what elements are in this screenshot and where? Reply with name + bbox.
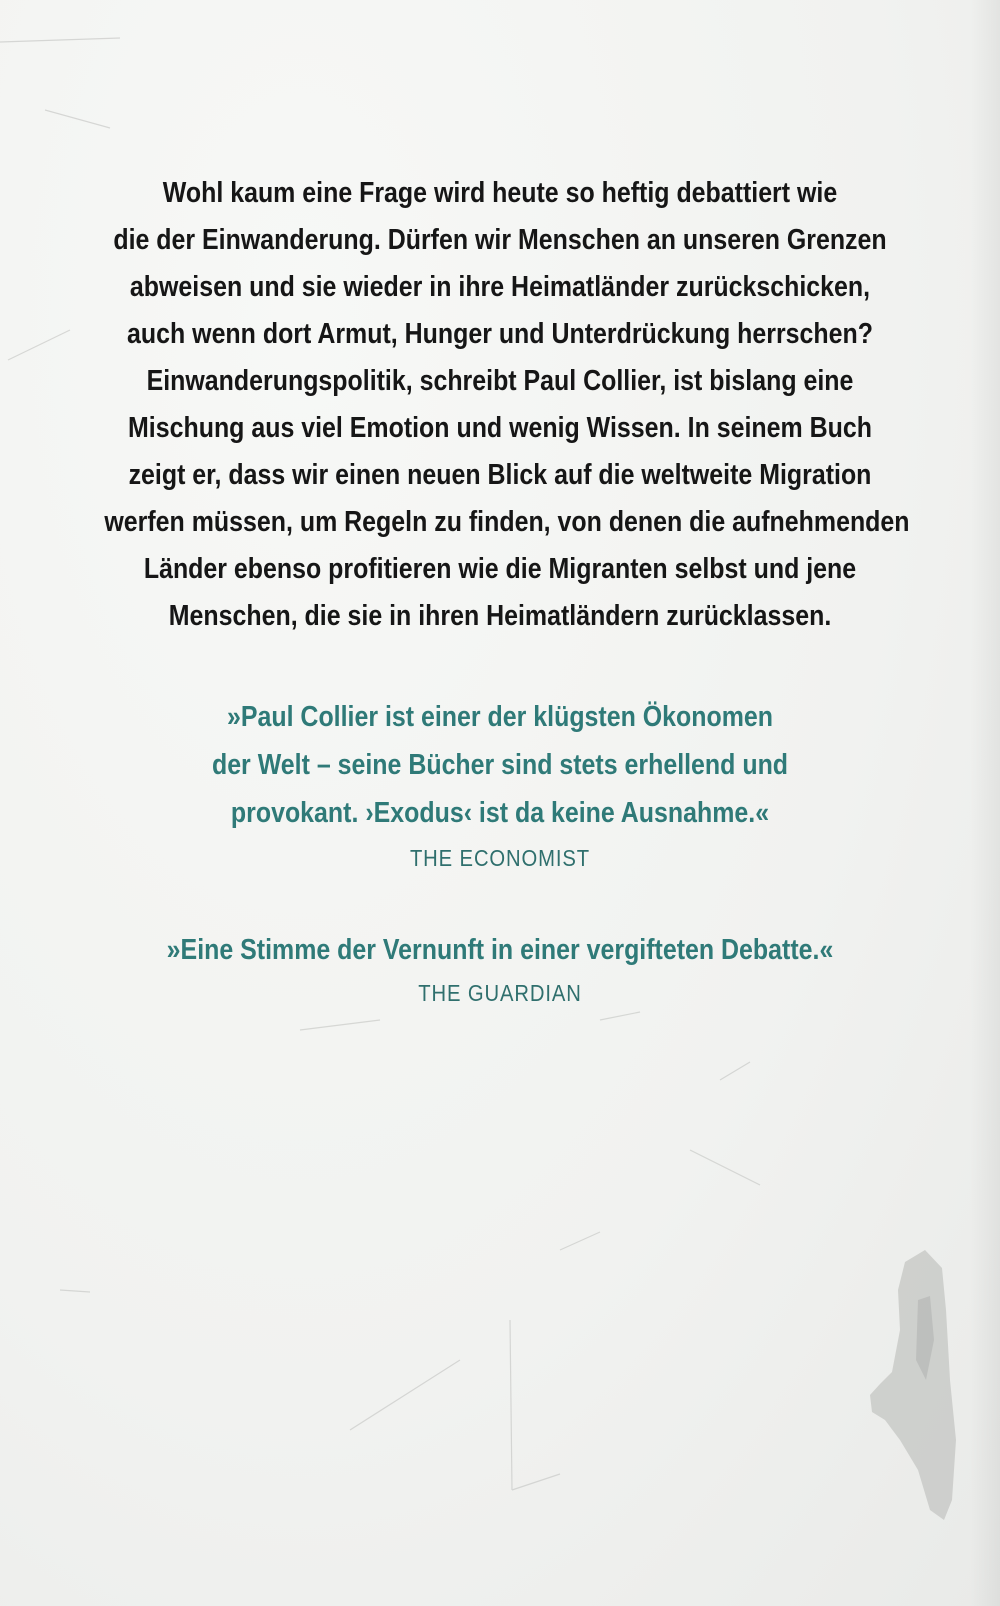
quote-line: »Paul Collier ist einer der klügsten Ökonomen [226,701,774,733]
review-quote-economist [104,693,895,837]
blurb-line: abweisen und sie wieder in ihre Heimatländer zurückschicken, [129,271,871,303]
blurb-line: die der Einwanderung. Dürfen wir Menschen an unseren Grenzen [113,224,887,256]
quote-source-guardian: THE GUARDIAN [418,980,582,1006]
blurb-line: werfen müssen, um Regeln zu finden, von denen die aufnehmenden [104,506,910,538]
blurb-line: zeigt er, dass wir einen neuen Blick auf die weltweite Migration [128,459,872,491]
blurb-line: Mischung aus viel Emotion und wenig Wissen. In seinem Buch [128,412,872,444]
blurb-line: Länder ebenso profitieren wie die Migranten selbst und jene [143,553,857,585]
quote-line: der Welt – seine Bücher sind stets erhellend und [211,749,789,781]
blurb-line: Einwanderungspolitik, schreibt Paul Collier, ist bislang eine [146,365,854,397]
quote-line: provokant. ›Exodus‹ ist da keine Ausnahme.« [230,797,770,829]
review-quote-guardian [104,926,895,974]
quote-line: »Eine Stimme der Vernunft in einer vergifteten Debatte.« [166,934,834,966]
quote-source-economist: THE ECONOMIST [409,845,591,871]
blurb-line: Wohl kaum eine Frage wird heute so heftig debattiert wie [162,177,838,209]
blurb-text [104,170,910,640]
blurb-line: Menschen, die sie in ihren Heimatländern zurücklassen. [168,600,832,632]
blurb-line: auch wenn dort Armut, Hunger und Unterdrückung herrschen? [127,318,873,350]
